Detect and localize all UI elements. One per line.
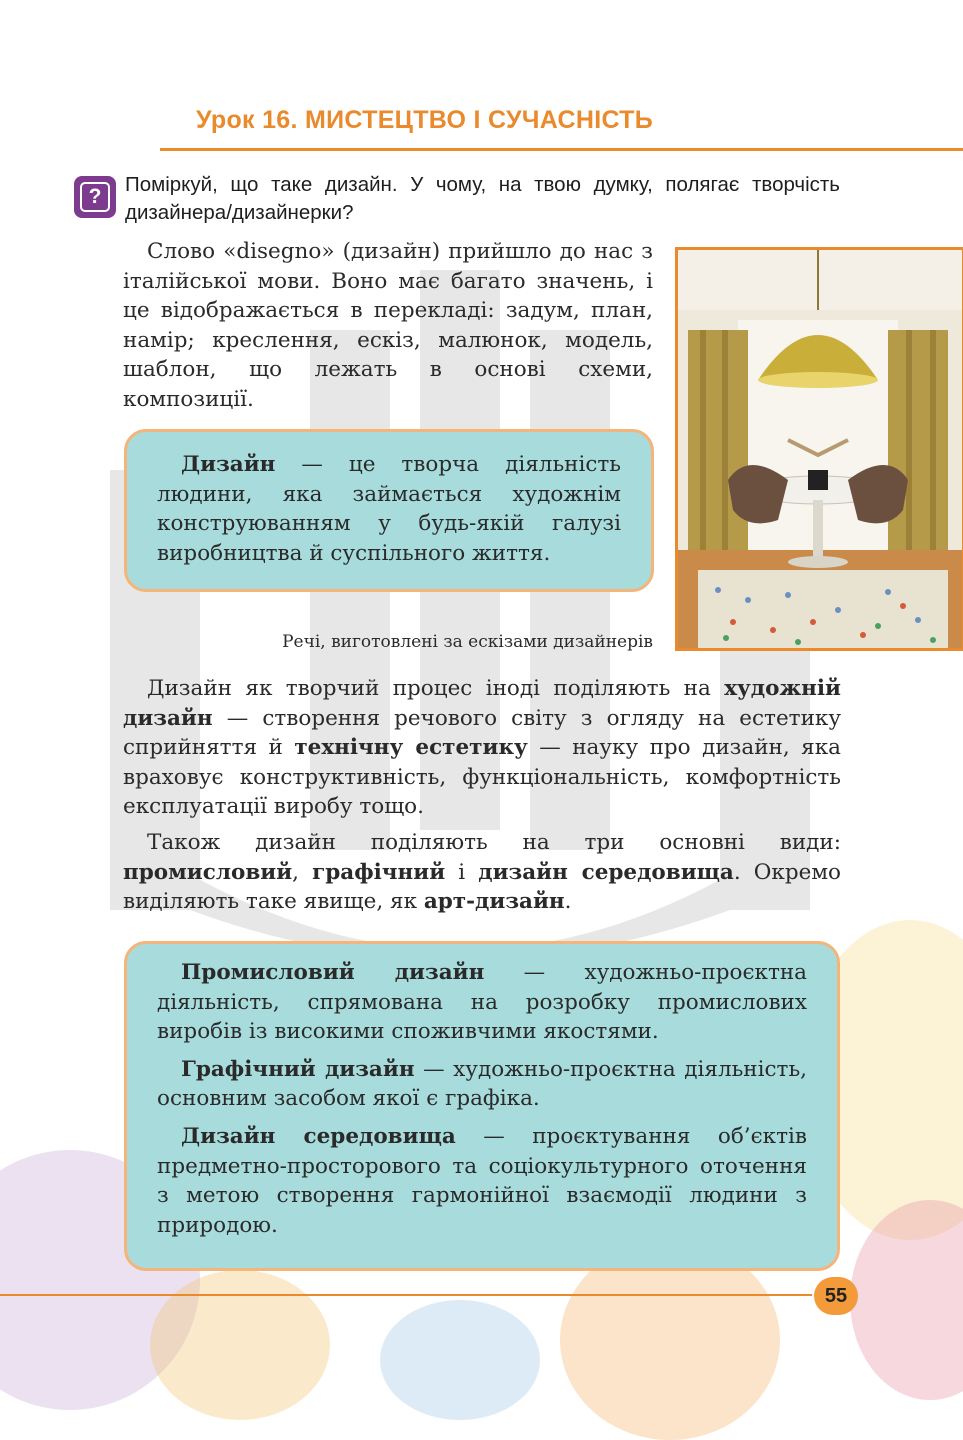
definition-term: Дизайн [181, 452, 276, 477]
lesson-title: Урок 16. МИСТЕЦТВО І СУЧАСНІСТЬ [196, 106, 654, 134]
paint-splash [380, 1300, 540, 1420]
type-industrial: Промисловий дизайн — художньо-проєктна діяльність, спрямована на розробку промислових виробів із високими споживчими якостями. [157, 960, 807, 1045]
term-art-design: арт-дизайн [423, 889, 565, 915]
title-divider [160, 148, 963, 151]
paint-splash [850, 1200, 963, 1400]
term-technical-aesthetics: технічну естетику [294, 735, 528, 761]
page-number: 55 [814, 1277, 858, 1315]
paint-splash [150, 1270, 330, 1420]
type-environment: Дизайн середовища — проєктування об’єктів предметно-просторового та соціокультурного оточення з метою створення гармонійної взаємодії людини з природою. [157, 1123, 807, 1238]
interior-photo [675, 247, 963, 651]
body-paragraph-2 [123, 828, 841, 917]
intro-text: Слово «disegno» (дизайн) прийшло до нас з італійської мови. Воно має багато значень, і це відображається в перекладі: задум, план, намір; креслення, ескіз, малюнок, модель, шаблон, що лежать в основі схеми, композиції. [123, 239, 653, 412]
photo-caption: Речі, виготовлені за ескізами дизайнерів [282, 632, 653, 652]
type-graphic: Графічний дизайн — художньо-проєктна діяльність, основним засобом якої є графіка. [157, 1056, 807, 1112]
body-paragraph-1 [123, 674, 841, 822]
definition-box [124, 429, 654, 592]
intro-paragraph [123, 237, 653, 415]
question-icon: ? [80, 182, 110, 212]
interior-illustration [678, 250, 962, 648]
definition-body: — це творча діяльність людини, яка займається художнім конструюванням у будь-якій галузі виробництва й суспільного життя. [157, 452, 621, 566]
question-text: Поміркуй, що таке дизайн. У чому, на твою думку, полягає творчість дизайнера/дизайнерки? [125, 173, 840, 224]
footer-divider [0, 1294, 812, 1296]
question-badge [74, 176, 116, 218]
body-text-2: Також дизайн поділяють на три основні види: промисловий, графічний і дизайн середовища. Окремо виділяють таке явище, як арт-дизайн. [123, 830, 841, 915]
term-environment: дизайн середовища [478, 859, 734, 885]
definition-text [157, 450, 621, 568]
body-text-1: Дизайн як творчий процес іноді поділяють на художній дизайн — створення речового світу з огляду на естетику сприйняття й технічну естетику — науку про дизайн, яка враховує конструктивність, функціональність, комфортність експлуатації виробу тощо. [123, 676, 841, 820]
term-artistic-design: художній дизайн [123, 676, 841, 731]
term-graphic: графічний [312, 859, 446, 885]
design-types-box [124, 941, 840, 1271]
term-industrial: промисловий [123, 859, 293, 885]
